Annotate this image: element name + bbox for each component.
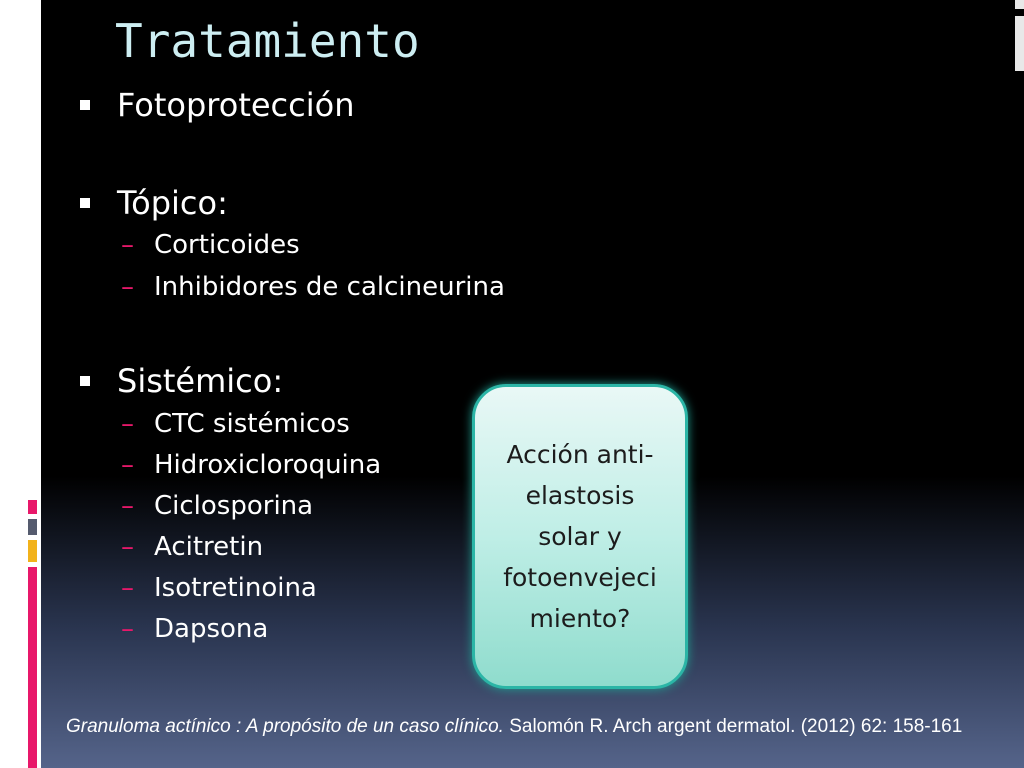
bullet-label: Tópico: (117, 184, 228, 222)
dash-icon: – (121, 230, 134, 260)
sub-item-label: Hidroxicloroquina (154, 450, 382, 480)
citation-title: Granuloma actínico : A propósito de un caso clínico. (66, 716, 504, 737)
dash-icon: – (121, 409, 134, 439)
bullet-square-icon (80, 100, 90, 110)
bullet-square-icon (80, 198, 90, 208)
slide-title: Tratamiento (115, 14, 420, 68)
deco-block-gray (28, 519, 37, 535)
dash-icon: – (121, 573, 134, 603)
sub-item-label: CTC sistémicos (154, 409, 350, 439)
sub-item-label: Corticoides (154, 230, 300, 260)
deco-block-top-1 (1015, 0, 1024, 9)
dash-icon: – (121, 532, 134, 562)
bullet-label: Fotoprotección (117, 86, 355, 124)
callout-line: solar y (538, 522, 622, 551)
citation-source: Salomón R. Arch argent dermatol. (2012) 62: 158-161 (503, 716, 963, 737)
callout-line: elastosis (525, 481, 635, 510)
bullet-label: Sistémico: (117, 362, 284, 400)
deco-block-pink-1 (28, 500, 37, 514)
deco-block-pink-2 (28, 567, 37, 768)
sub-item-label: Dapsona (154, 614, 269, 644)
citation (66, 714, 1016, 739)
sub-item-label: Ciclosporina (154, 491, 314, 521)
deco-block-yellow (28, 540, 37, 562)
sub-item-label: Acitretin (154, 532, 264, 562)
callout-text (503, 434, 657, 639)
sub-item-label: Isotretinoina (154, 573, 317, 603)
callout-box (472, 384, 688, 689)
dash-icon: – (121, 450, 134, 480)
callout-line: miento? (529, 604, 631, 633)
bullet-square-icon (80, 376, 90, 386)
dash-icon: – (121, 491, 134, 521)
callout-line: Acción anti- (506, 440, 654, 469)
dash-icon: – (121, 614, 134, 644)
dash-icon: – (121, 272, 134, 302)
sub-item-label: Inhibidores de calcineurina (154, 272, 505, 302)
callout-line: fotoenvejeci (503, 563, 657, 592)
deco-block-top-2 (1015, 16, 1024, 71)
